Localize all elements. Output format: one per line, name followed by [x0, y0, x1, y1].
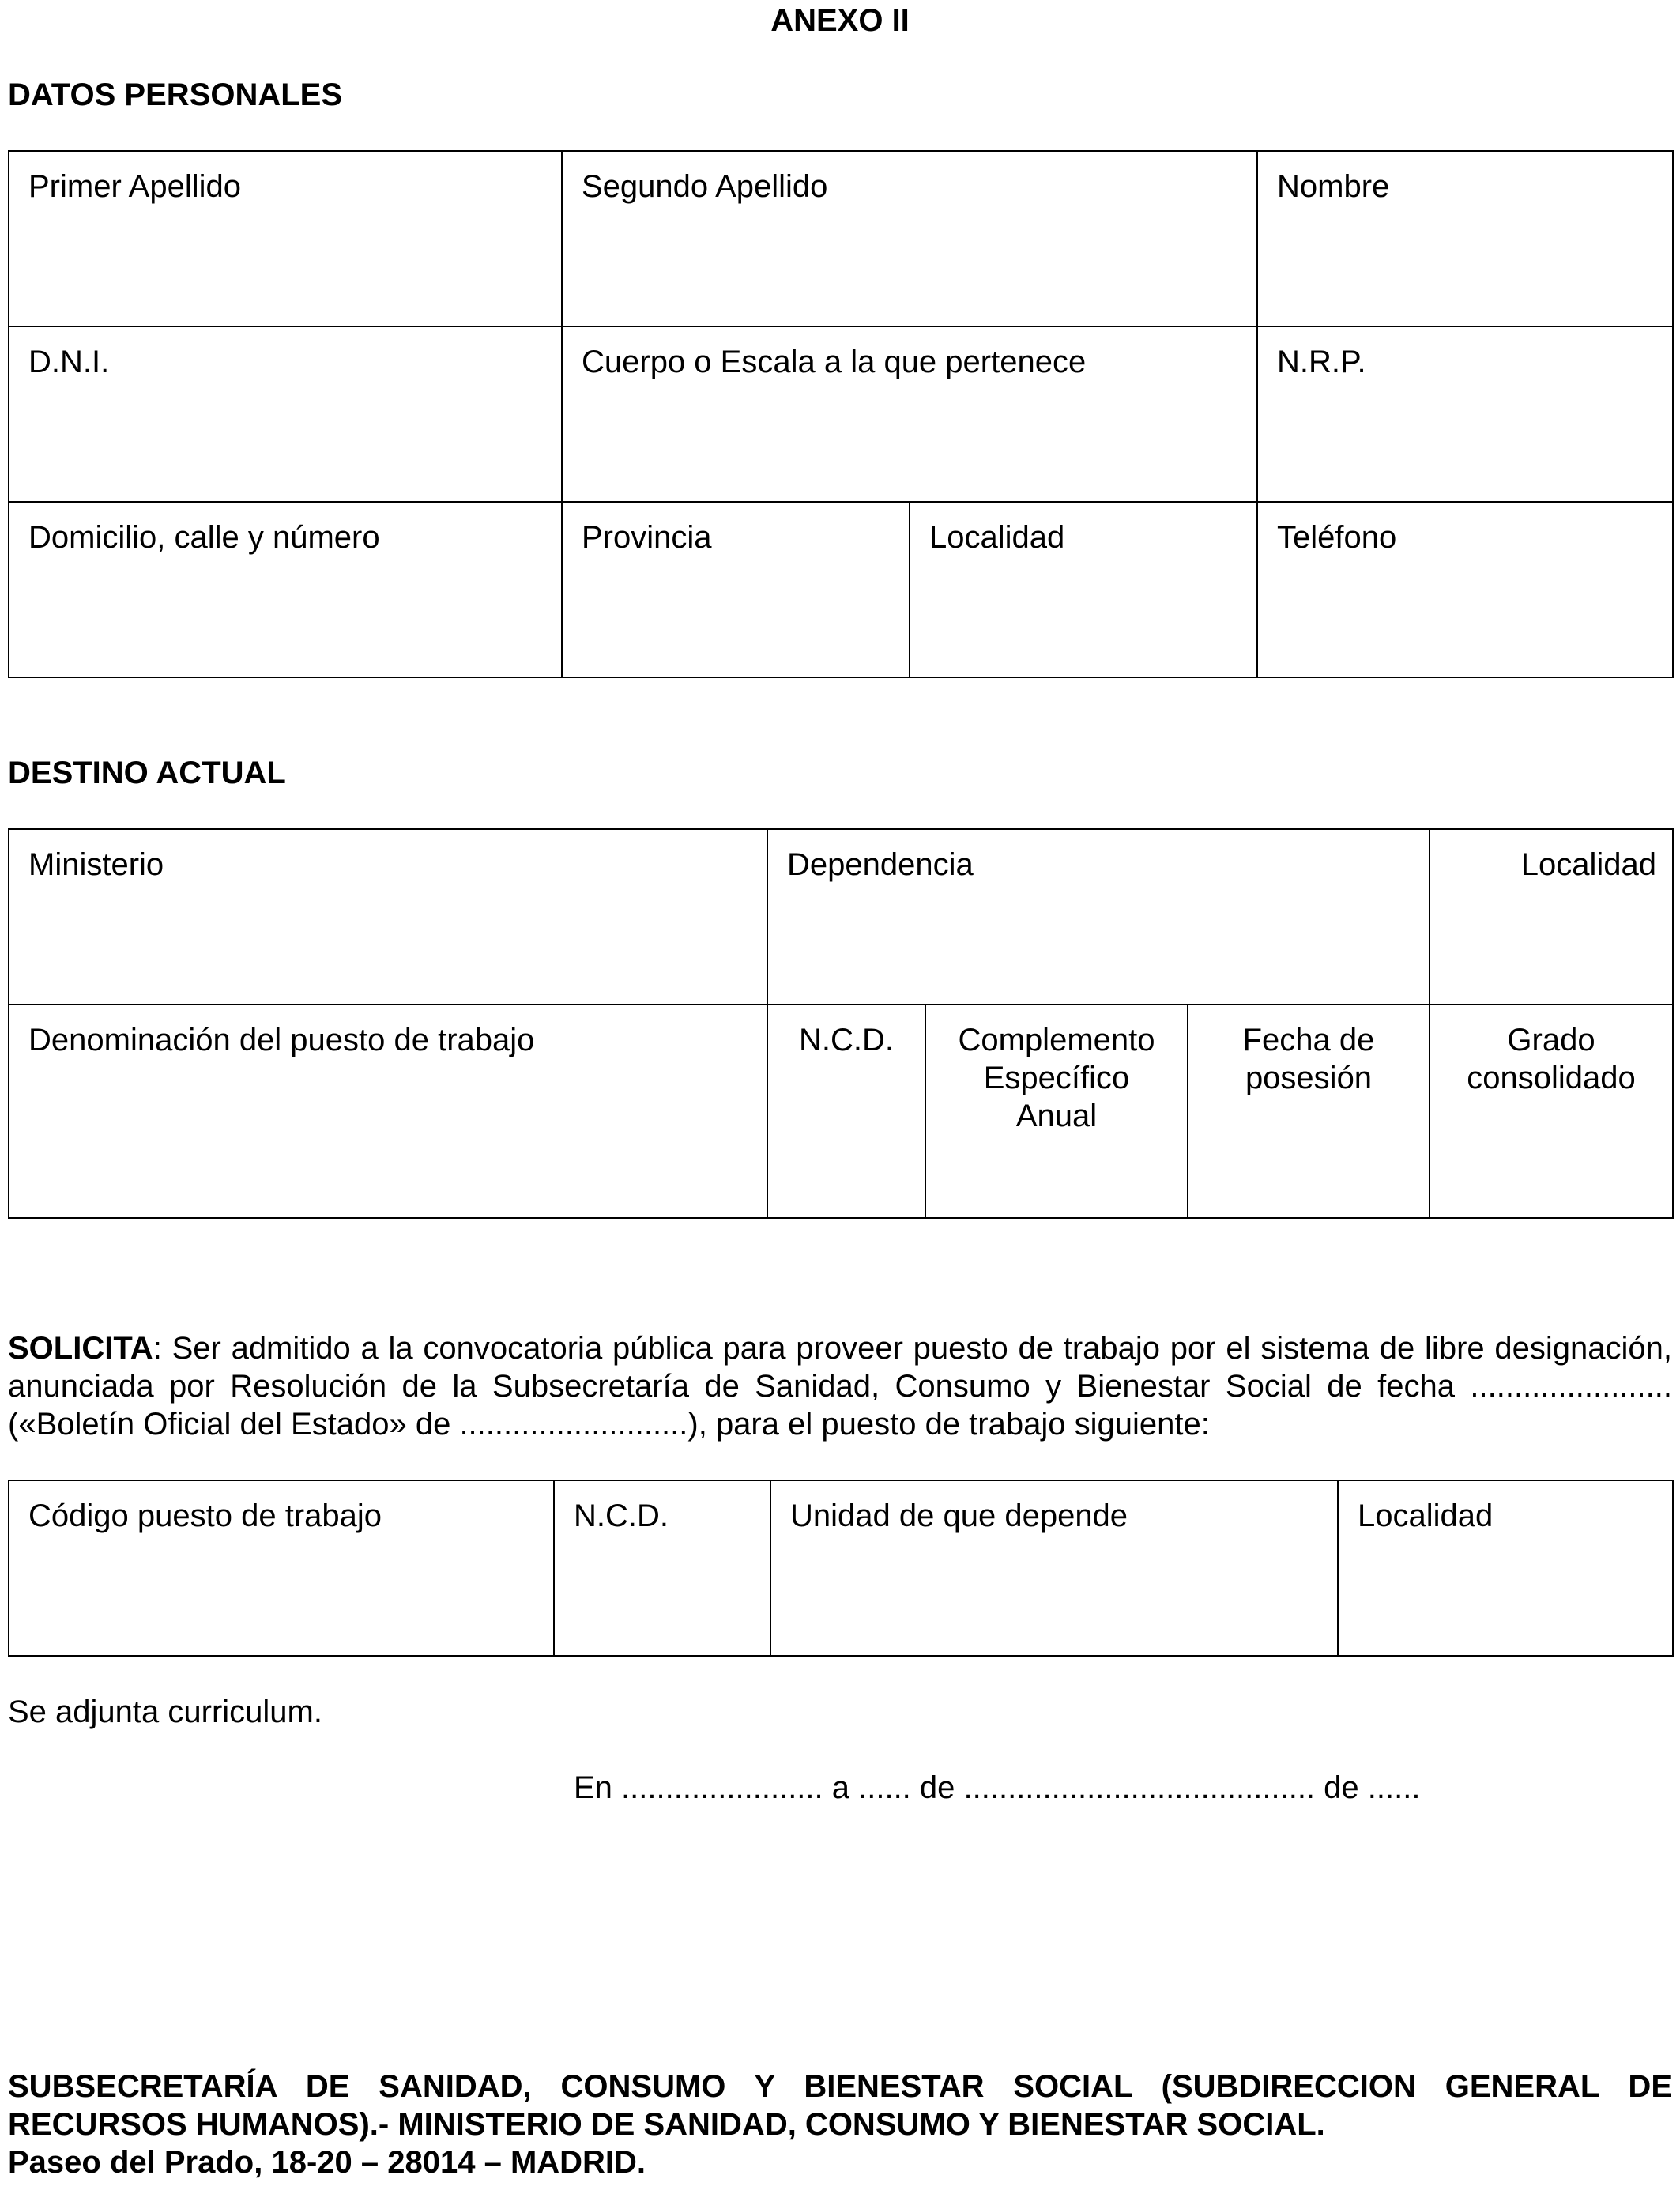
label-fecha-1: Fecha de [1242, 1023, 1375, 1057]
label-provincia: Provincia [582, 520, 712, 555]
field-telefono[interactable] [1257, 502, 1673, 677]
document-title: ANEXO II [770, 3, 910, 38]
label-ministerio: Ministerio [28, 847, 164, 882]
field-ncd-destino[interactable] [767, 1005, 925, 1218]
label-primer-apellido: Primer Apellido [28, 169, 242, 204]
label-complemento-1: Complemento [958, 1023, 1155, 1057]
label-dni: D.N.I. [28, 345, 110, 379]
field-dependencia[interactable] [767, 829, 1430, 1005]
field-nombre[interactable] [1257, 151, 1673, 326]
label-ncd-puesto: N.C.D. [574, 1498, 669, 1533]
label-domicilio: Domicilio, calle y número [28, 520, 380, 555]
label-segundo-apellido: Segundo Apellido [582, 169, 828, 204]
solicita-label: SOLICITA [8, 1331, 153, 1366]
footer-line-1: SUBSECRETARÍA DE SANIDAD, CONSUMO Y BIENESTAR SOCIAL (SUBDIRECCION GENERAL DE [8, 2069, 1672, 2104]
field-denominacion[interactable] [9, 1005, 767, 1218]
label-codigo-puesto: Código puesto de trabajo [28, 1498, 382, 1533]
footer-line-3: Paseo del Prado, 18-20 – 28014 – MADRID. [8, 2145, 646, 2180]
label-complemento-3: Anual [1015, 1099, 1098, 1133]
section-title-datos-personales: DATOS PERSONALES [8, 77, 343, 112]
table-datos-personales [8, 150, 1674, 678]
solicita-text-1: : Ser admitido a la convocatoria pública para proveer puesto de trabajo por el sistema de libre designación, [153, 1331, 1672, 1366]
field-primer-apellido[interactable] [9, 151, 562, 326]
fecha-lugar-line: En ....................... a ...... de ........................................ de ...... [574, 1770, 1421, 1805]
label-dependencia: Dependencia [787, 847, 974, 882]
field-ministerio[interactable] [9, 829, 767, 1005]
label-unidad: Unidad de que depende [790, 1498, 1128, 1533]
footer-address [8, 2068, 1672, 2181]
label-nrp: N.R.P. [1277, 345, 1366, 379]
solicita-line-3: («Boletín Oficial del Estado» de ..........................), para el puesto de trabajo siguiente: [8, 1407, 1210, 1442]
field-nrp[interactable] [1257, 326, 1673, 502]
solicita-paragraph [8, 1329, 1672, 1443]
adjunta-text: Se adjunta curriculum. [8, 1695, 322, 1729]
label-telefono: Teléfono [1277, 520, 1397, 555]
table-destino-actual [8, 828, 1674, 1219]
solicita-line-2: anunciada por Resolución de la Subsecretaría de Sanidad, Consumo y Bienestar Social de fecha ....................... [8, 1369, 1672, 1404]
field-localidad-destino[interactable] [1430, 829, 1673, 1005]
field-unidad[interactable] [770, 1480, 1338, 1656]
footer-line-2: RECURSOS HUMANOS).- MINISTERIO DE SANIDAD, CONSUMO Y BIENESTAR SOCIAL. [8, 2107, 1325, 2142]
label-localidad-puesto: Localidad [1358, 1498, 1494, 1533]
label-complemento-2: Específico [983, 1061, 1130, 1095]
label-denominacion: Denominación del puesto de trabajo [28, 1023, 535, 1057]
label-ncd-destino: N.C.D. [799, 1023, 894, 1057]
label-cuerpo-escala: Cuerpo o Escala a la que pertenece [582, 345, 1087, 379]
field-complemento[interactable] [925, 1005, 1188, 1218]
field-dni[interactable] [9, 326, 562, 502]
section-title-destino-actual: DESTINO ACTUAL [8, 756, 286, 790]
field-codigo-puesto[interactable] [9, 1480, 554, 1656]
label-localidad: Localidad [929, 520, 1065, 555]
label-fecha-2: posesión [1245, 1061, 1373, 1095]
label-grado-1: Grado [1507, 1023, 1595, 1057]
field-ncd-puesto[interactable] [554, 1480, 770, 1656]
field-localidad[interactable] [910, 502, 1257, 677]
field-segundo-apellido[interactable] [562, 151, 1257, 326]
table-puesto-solicitado [8, 1480, 1674, 1657]
label-nombre: Nombre [1277, 169, 1390, 204]
label-grado-2: consolidado [1467, 1061, 1636, 1095]
field-domicilio[interactable] [9, 502, 562, 677]
field-localidad-puesto[interactable] [1338, 1480, 1673, 1656]
field-fecha-posesion[interactable] [1188, 1005, 1430, 1218]
field-grado-consolidado[interactable] [1430, 1005, 1673, 1218]
field-cuerpo-escala[interactable] [562, 326, 1257, 502]
solicita-line-1 [8, 1329, 1672, 1367]
label-localidad-destino: Localidad [1520, 847, 1656, 882]
field-provincia[interactable] [562, 502, 910, 677]
